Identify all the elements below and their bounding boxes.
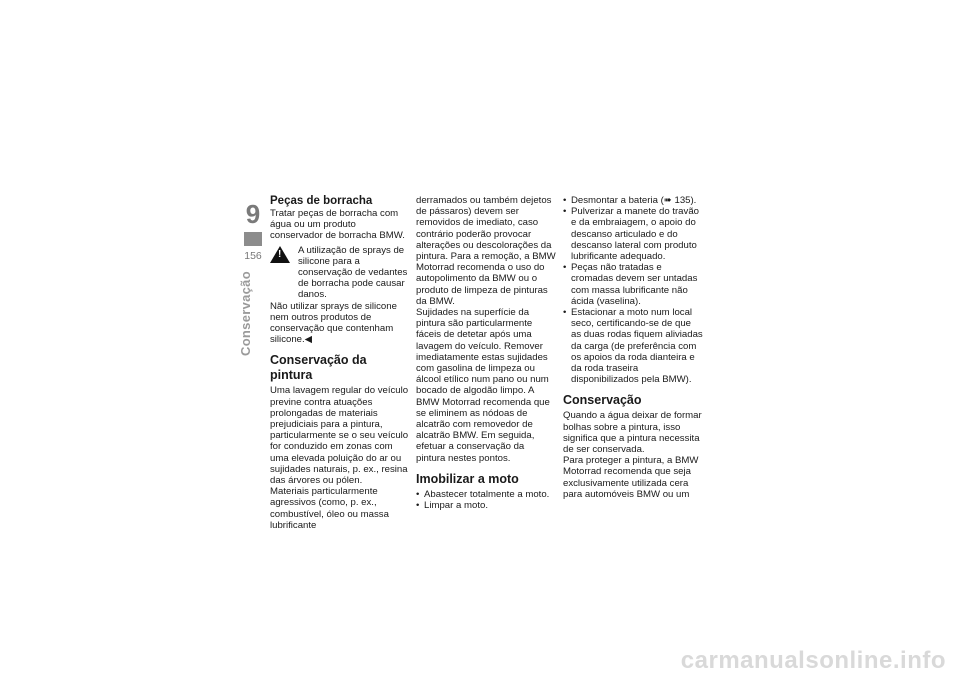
paragraph-conservation-2: Para proteger a pintura, a BMW Motorrad recomenda que seja exclusivamente utilizada cera para automóveis BMW ou um [563, 455, 699, 500]
warning-text: A utilização de sprays de silicone para a conservação de vedantes de borracha pode causar danos. [298, 244, 408, 301]
immobilize-list [416, 489, 556, 511]
column-2 [416, 195, 556, 511]
list-item: • Estacionar a moto num local seco, certificando-se de que as duas rodas fiquem aliviadas da carga (de preferência com os apoios da roda dianteira e da roda traseira disponibilizados pela BMW). [563, 307, 703, 385]
heading-rubber-parts: Peças de borracha [270, 195, 373, 207]
list-item: • Desmontar a bateria (➠ 135). [563, 195, 703, 206]
paragraph-continued: derramados ou também dejetos de pássaros) devem ser removidos de imediato, caso contrário poderão provocar alterações ou descolorações da pintura. Para a remoção, a BMW Motorrad recomenda o uso do autopolimento da BMW ou o produto de limpeza de pinturas da BMW. [416, 195, 556, 307]
paragraph-paint-2: Materiais particularmente agressivos (como, p. ex., combustível, óleo ou massa lubrificante [270, 486, 389, 531]
page-number: 156 [244, 250, 262, 262]
heading-immobilize: Imobilizar a moto [416, 471, 519, 486]
chapter-marker [244, 232, 262, 246]
warning-text-2: Não utilizar sprays de silicone nem outros produtos de conservação que contenham silicone.◀ [270, 300, 397, 346]
storage-list [563, 195, 703, 385]
chapter-title: Conservação [238, 271, 253, 356]
paragraph-dirt: Sujidades na superfície da pintura são particularmente fáceis de detetar após uma lavagem do veículo. Remover imediatamente estas sujidades com gasolina de limpeza ou álcool etílico num pano ou num bocado de algodão limpo. A BMW Motorrad recomenda que se eliminem as nódoas de alcatrão com removedor de alcatrão BMW. Em seguida, efetuar a conservação da pintura nestes pontos. [416, 307, 550, 464]
paragraph-rubber: Tratar peças de borracha com água ou um produto conservador de borracha BMW. [270, 208, 405, 242]
list-item: • Pulverizar a manete do travão e da embraiagem, o apoio do descanso articulado e do descanso lateral com produto lubrificante adequado. [563, 206, 703, 262]
paragraph-paint: Uma lavagem regular do veículo previne contra atuações prolongadas de materiais prejudiciais para a pintura, particularmente se o seu veículo for conduzido em zonas com uma elevada poluição do ar ou sujidades naturais, p. ex., resina das árvores ou pólen. [270, 385, 409, 487]
chapter-number: 9 [245, 199, 261, 229]
column-1 [270, 195, 410, 531]
column-3 [563, 195, 703, 500]
list-item: • Limpar a moto. [416, 500, 556, 511]
list-item: • Abastecer totalmente a moto. [416, 489, 556, 500]
watermark: carmanualsonline.info [680, 647, 946, 674]
list-item: • Peças não tratadas e cromadas devem ser untadas com massa lubrificante não ácida (vaselina). [563, 262, 703, 307]
warning-block [270, 245, 410, 301]
warning-triangle-icon [270, 246, 290, 263]
paragraph-conservation: Quando a água deixar de formar bolhas sobre a pintura, isso significa que a pintura necessita de ser conservada. [563, 410, 702, 456]
heading-paint-care: Conservação da pintura [270, 353, 367, 383]
heading-conservation: Conservação [563, 393, 642, 408]
